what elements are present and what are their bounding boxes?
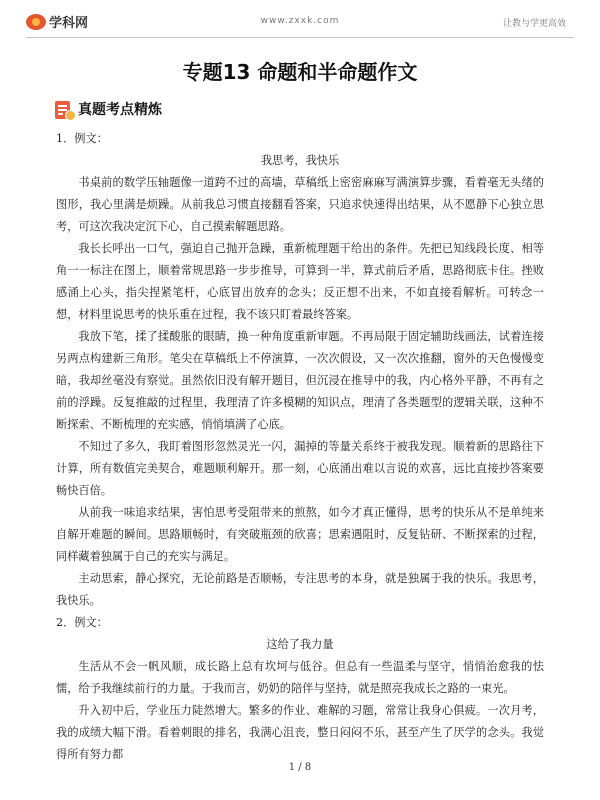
example-label: 1．例文： [56,132,108,145]
essay-paragraph: 书桌前的数学压轴题像一道跨不过的高墙，草稿纸上密密麻麻写满演算步骤，看着毫无头绪的图形，我心里满是烦躁。从前我总习惯直接翻看答案，只追求快速得出结果，从不愿静下心独立思考，可这次我决定沉下心，自己摸索解题思路。 [56,176,544,233]
header-divider [26,37,574,38]
essay-paragraph: 生活从不会一帆风顺，成长路上总有坎坷与低谷。但总有一些温柔与坚守，悄悄治愈我的怯懦，给予我继续前行的力量。于我而言，奶奶的陪伴与坚持，就是照亮我成长之路的一束光。 [56,660,544,695]
essay-title: 这给了我力量 [266,638,334,651]
example-label: 2．例文： [56,616,108,629]
document-body [56,128,544,761]
site-url: www.zxxk.com [260,16,340,26]
section-title: 真题考点精炼 [78,102,162,118]
slogan: 让教与学更高效 [502,19,566,29]
essay-title: 我思考，我快乐 [260,154,340,167]
essay-paragraph: 升入初中后，学业压力陡然增大。繁多的作业、难解的习题，常常让我身心俱疲。一次月考，我的成绩大幅下滑。看着刺眼的排名，我满心沮丧，整日闷闷不乐，甚至产生了厌学的念头。我觉得所有努力都 [56,704,544,761]
page-header [0,0,600,46]
document-title: 专题13 命题和半命题作文 [182,60,418,84]
logo-text: 学科网 [49,16,89,31]
essay-paragraph: 不知过了多久，我盯着图形忽然灵光一闪，漏掉的等量关系终于被我发现。顺着新的思路往下计算，所有数值完美契合，难题顺利解开。那一刻，心底涌出难以言说的欢喜，远比直接抄答案要畅快百倍。 [56,440,544,497]
essay-paragraph: 我放下笔，揉了揉酸胀的眼睛，换一种角度重新审题。不再局限于固定辅助线画法，试着连接另两点构建新三角形。笔尖在草稿纸上不停演算，一次次假设，又一次次推翻，窗外的天色慢慢变暗，我却丝毫没有察觉。虽然依旧没有解开题目，但沉浸在推导中的我，内心格外平静，不再有之前的浮躁。反复推敲的过程里，我理清了许多模糊的知识点，理清了各类题型的逻辑关联，这种不断探索、不断梳理的充实感，悄悄填满了心底。 [56,330,544,431]
essay-paragraph: 从前我一味追求结果，害怕思考受阻带来的煎熬，如今才真正懂得，思考的快乐从不是单纯来自解开难题的瞬间。思路顺畅时，有突破瓶颈的欣喜；思索遇阻时，反复钻研、不断探索的过程，同样藏着独属于自己的充实与满足。 [56,506,544,563]
section-heading [54,98,162,120]
essay-paragraph: 主动思索，静心探究，无论前路是否顺畅，专注思考的本身，就是独属于我的快乐。我思考，我快乐。 [56,572,544,607]
clipboard-icon [54,98,74,120]
page-number: 1 / 8 [288,762,312,773]
essay-paragraph: 我长长呼出一口气，强迫自己抛开急躁，重新梳理题干给出的条件。先把已知线段长度、相等角一一标注在图上，顺着常规思路一步步推导，可算到一半，算式前后矛盾，思路彻底卡住。挫败感涌上心头，指尖捏紧笔杆，心底冒出放弃的念头；反正想不出来，不如直接看解析。可转念一想，材料里说思考的快乐重在过程，我不该只盯着最终答案。 [56,242,544,321]
